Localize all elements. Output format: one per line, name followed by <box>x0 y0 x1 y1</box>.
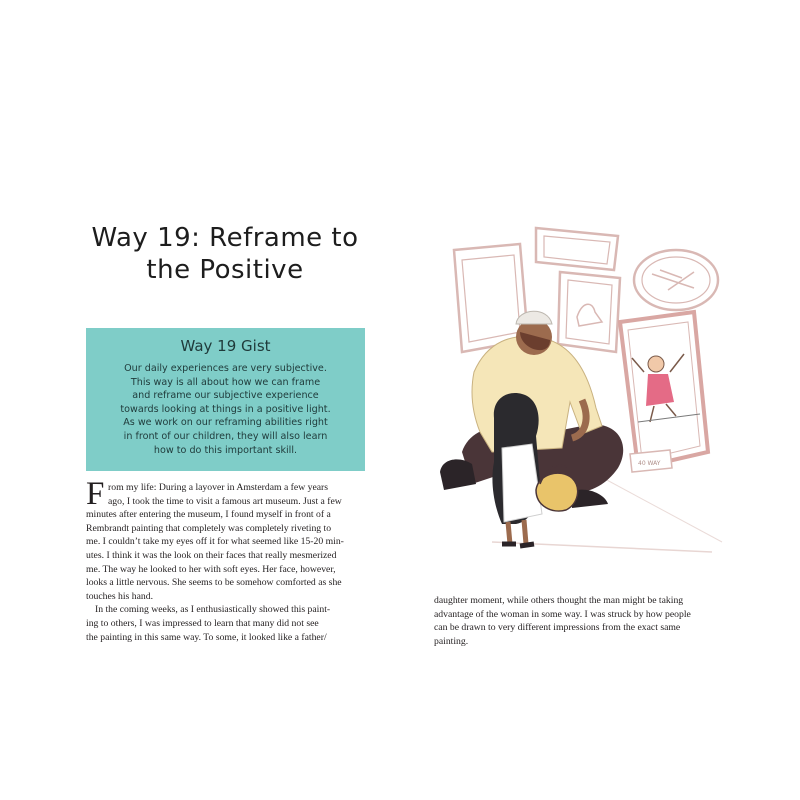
right-text-column <box>434 594 734 648</box>
body-text-column <box>86 476 368 644</box>
body-line: me. The way he looked to her with soft eyes. Her face, however, <box>86 563 336 575</box>
gist-line: in front of our children, they will also learn <box>123 430 328 442</box>
right-line: painting. <box>434 635 469 647</box>
page-title <box>60 222 390 286</box>
body-line: touches his hand. <box>86 590 153 602</box>
frame-oval <box>634 250 718 310</box>
gist-line: As we work on our reframing abilities right <box>123 417 328 429</box>
wall-sign-text: 40 WAY <box>638 460 661 467</box>
right-line: daughter moment, while others thought the man might be taking <box>434 595 684 606</box>
body-line: looks a little nervous. She seems to be somehow comforted as she <box>86 577 342 589</box>
body-line: ing to others, I was impressed to learn that many did not see <box>86 617 319 629</box>
museum-illustration <box>432 222 732 562</box>
body-line: utes. I think it was the look on their faces that really mesmerized <box>86 549 337 561</box>
body-line: Rembrandt painting that completely was completely riveting to <box>86 522 332 534</box>
gist-line: and reframe our subjective experience <box>132 390 319 402</box>
gist-line: towards looking at things in a positive light. <box>120 403 331 415</box>
body-line: ago, I took the time to visit a famous art museum. Just a few <box>108 495 342 507</box>
title-line-1: Way 19: Reframe to <box>91 223 359 253</box>
frame-shoe <box>558 272 620 352</box>
frame-top <box>536 228 618 270</box>
gist-box <box>86 328 365 471</box>
title-line-2: the Positive <box>146 255 304 285</box>
body-line: rom my life: During a layover in Amsterdam a few years <box>108 482 329 493</box>
gist-line: Our daily experiences are very subjective. <box>124 363 327 374</box>
gist-line: This way is all about how we can frame <box>130 376 321 388</box>
gist-heading: Way 19 Gist <box>180 337 271 355</box>
wall-line <box>592 472 722 542</box>
wall-sign <box>630 450 672 472</box>
gist-line: how to do this important skill. <box>153 444 298 456</box>
right-line: can be drawn to very different impressions from the exact same <box>434 622 681 634</box>
body-line: me. I couldn’t take my eyes off it for what seemed like 15-20 min- <box>86 536 344 548</box>
body-line: minutes after entering the museum, I found myself in front of a <box>86 509 331 521</box>
drop-cap: F <box>86 476 105 512</box>
body-line: In the coming weeks, as I enthusiastically showed this paint- <box>95 604 331 616</box>
right-line: advantage of the woman in some way. I was struck by how people <box>434 608 691 620</box>
painting-girl <box>620 312 708 468</box>
body-line: the painting in this same way. To some, it looked like a father/ <box>86 631 327 643</box>
